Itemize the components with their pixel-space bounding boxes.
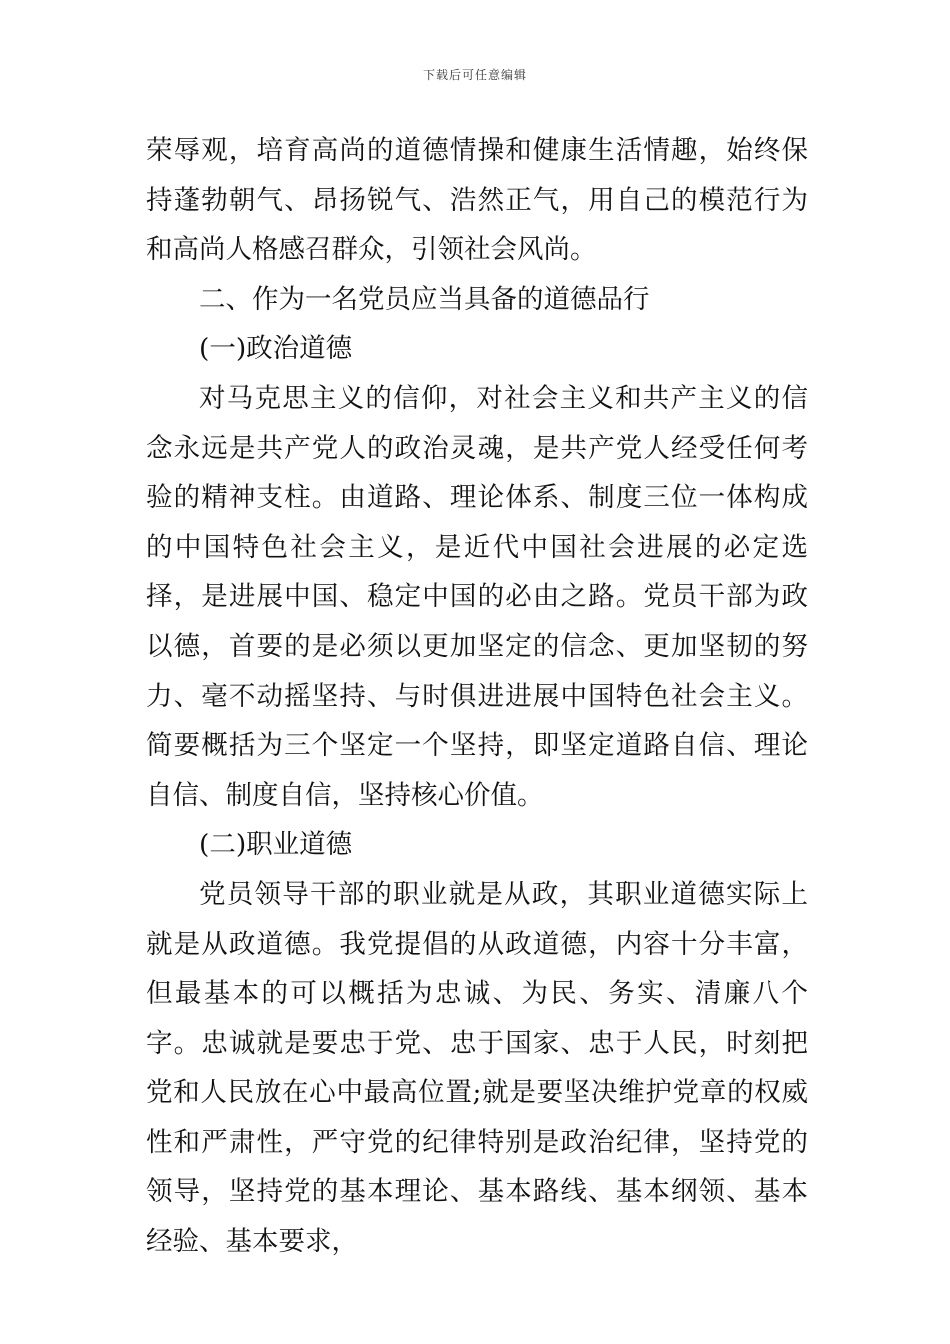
subsection-heading-political-ethics: (一)政治道德	[199, 333, 353, 365]
document-body	[146, 126, 808, 1267]
subsection-heading-professional-ethics: (二)职业道德	[199, 829, 353, 861]
page-header-note: 下载后可任意编辑	[422, 68, 527, 82]
paragraph-political-ethics: 对马克思主义的信仰，对社会主义和共产主义的信念永远是共产党人的政治灵魂，是共产党人经受任何考验的精神支柱。由道路、理论体系、制度三位一体构成的中国特色社会主义，是近代中国社会进展的必定选择，是进展中国、稳定中国的必由之路。党员干部为政以德，首要的是必须以更加坚定的信念、更加坚韧的努力、毫不动摇坚持、与时俱进进展中国特色社会主义。简要概括为三个坚定一个坚持，即坚定道路自信、理论自信、制度自信，坚持核心价值。	[146, 382, 808, 811]
paragraph-continuation: 荣辱观，培育高尚的道德情操和健康生活情趣，始终保持蓬勃朝气、昂扬锐气、浩然正气，用自己的模范行为和高尚人格感召群众，引领社会风尚。	[146, 135, 808, 266]
paragraph-professional-ethics: 党员领导干部的职业就是从政，其职业道德实际上就是从政道德。我党提倡的从政道德，内容十分丰富，但最基本的可以概括为忠诚、为民、务实、清廉八个字。忠诚就是要忠于党、忠于国家、忠于人民，时刻把党和人民放在心中最高位置;就是要坚决维护党章的权威性和严肃性，严守党的纪律特别是政治纪律，坚持党的领导，坚持党的基本理论、基本路线、基本纲领、基本经验、基本要求，	[146, 878, 808, 1258]
section-heading-2: 二、作为一名党员应当具备的道德品行	[199, 283, 650, 315]
